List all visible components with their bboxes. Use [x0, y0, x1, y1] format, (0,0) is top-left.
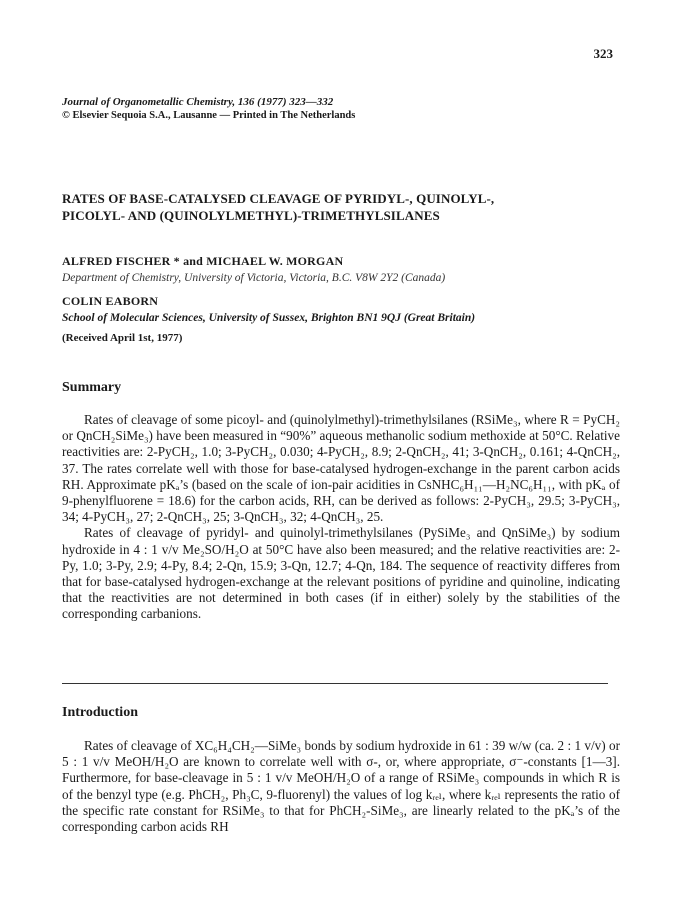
- title-line-2: PICOLYL- AND (QUINOLYLMETHYL)-TRIMETHYLSILANES: [62, 208, 440, 223]
- affiliation-1: Department of Chemistry, University of Victoria, Victoria, B.C. V8W 2Y2 (Canada): [62, 272, 446, 284]
- paper-title: [62, 190, 622, 224]
- author-names-2: COLIN EABORN: [62, 294, 159, 308]
- title-line-1: RATES OF BASE-CATALYSED CLEAVAGE OF PYRIDYL-, QUINOLYL-,: [62, 191, 495, 206]
- author-names-1: ALFRED FISCHER * and MICHAEL W. MORGAN: [62, 254, 344, 268]
- introduction-heading: Introduction: [62, 705, 138, 720]
- received-date: (Received April 1st, 1977): [62, 332, 183, 344]
- summary-paragraph-1: Rates of cleavage of some picoyl- and (quinolylmethyl)-trimethylsilanes (RSiMe₃, where R = PyCH₂ or QnCH₂SiMe₃) have been measured in “90%” aqueous methanolic sodium methoxide at 50°C. Relative reactivities are: 2-PyCH₂, 1.0; 3-PyCH₂, 0.030; 4-PyCH₂, 8.9; 2-QnCH₂, 41; 3-QnCH₂, 0.161; 4-QnCH₂, 37. The rates correlate well with those for base-catalysed hydrogen-exchange in the parent carbon acids RH. Approximate pKₐ’s (based on the scale of ion-pair acidities in CsNHC₆H₁₁—H₂NC₆H₁₁, with pKₐ of 9-phenylfluorene = 18.6) for the carbon acids, RH, can be derived as follows: 2-PyCH₃, 29.5; 3-PyCH₃, 34; 4-PyCH₃, 27; 2-QnCH₃, 25; 3-QnCH₃, 32; 4-QnCH₃, 25.: [62, 412, 620, 525]
- page-number: 323: [593, 46, 613, 61]
- introduction-body: [62, 738, 620, 835]
- summary-heading: Summary: [62, 380, 122, 395]
- summary-paragraph-2: Rates of cleavage of pyridyl- and quinolyl-trimethylsilanes (PySiMe₃ and QnSiMe₃) by sodium hydroxide in 4 : 1 v/v Me₂SO/H₂O at 50°C have also been measured; and the relative reactivities are: 2-Py, 1.0; 3-Py, 2.9; 4-Py, 8.4; 2-Qn, 15.9; 3-Qn, 12.7; 4-Qn, 184. The sequence of reactivity differes from that for base-catalysed hydrogen-exchange at the relevant positions of pyridine and quinoline, indicating that the reactivities are not determined in both cases (if in either) solely by the stabilities of the corresponding carbanions.: [62, 525, 620, 622]
- section-divider: [62, 683, 608, 684]
- summary-body: [62, 412, 620, 623]
- journal-citation: Journal of Organometallic Chemistry, 136 (1977) 323—332: [62, 96, 334, 108]
- affiliation-2: School of Molecular Sciences, University of Sussex, Brighton BN1 9QJ (Great Britain): [62, 312, 476, 324]
- authors-block: [62, 253, 475, 347]
- publisher-line: © Elsevier Sequoia S.A., Lausanne — Printed in The Netherlands: [62, 110, 356, 121]
- journal-header: [62, 95, 355, 123]
- introduction-paragraph-1: Rates of cleavage of XC₆H₄CH₂—SiMe₃ bonds by sodium hydroxide in 61 : 39 w/w (ca. 2 : 1 v/v) or 5 : 1 v/v MeOH/H₂O are known to correlate well with σ-, or, where appropriate, σ⁻-constants [1—3]. Furthermore, for base-cleavage in 5 : 1 v/v MeOH/H₂O of a range of RSiMe₃ compounds in which R is of the benzyl type (e.g. PhCH₂, Ph₃C, 9-fluorenyl) the values of log kᵣₑₗ, where kᵣₑₗ represents the ratio of the specific rate constant for RSiMe₃ to that for PhCH₂-SiMe₃, are linearly related to the pKₐ’s of the corresponding carbon acids RH: [62, 738, 620, 835]
